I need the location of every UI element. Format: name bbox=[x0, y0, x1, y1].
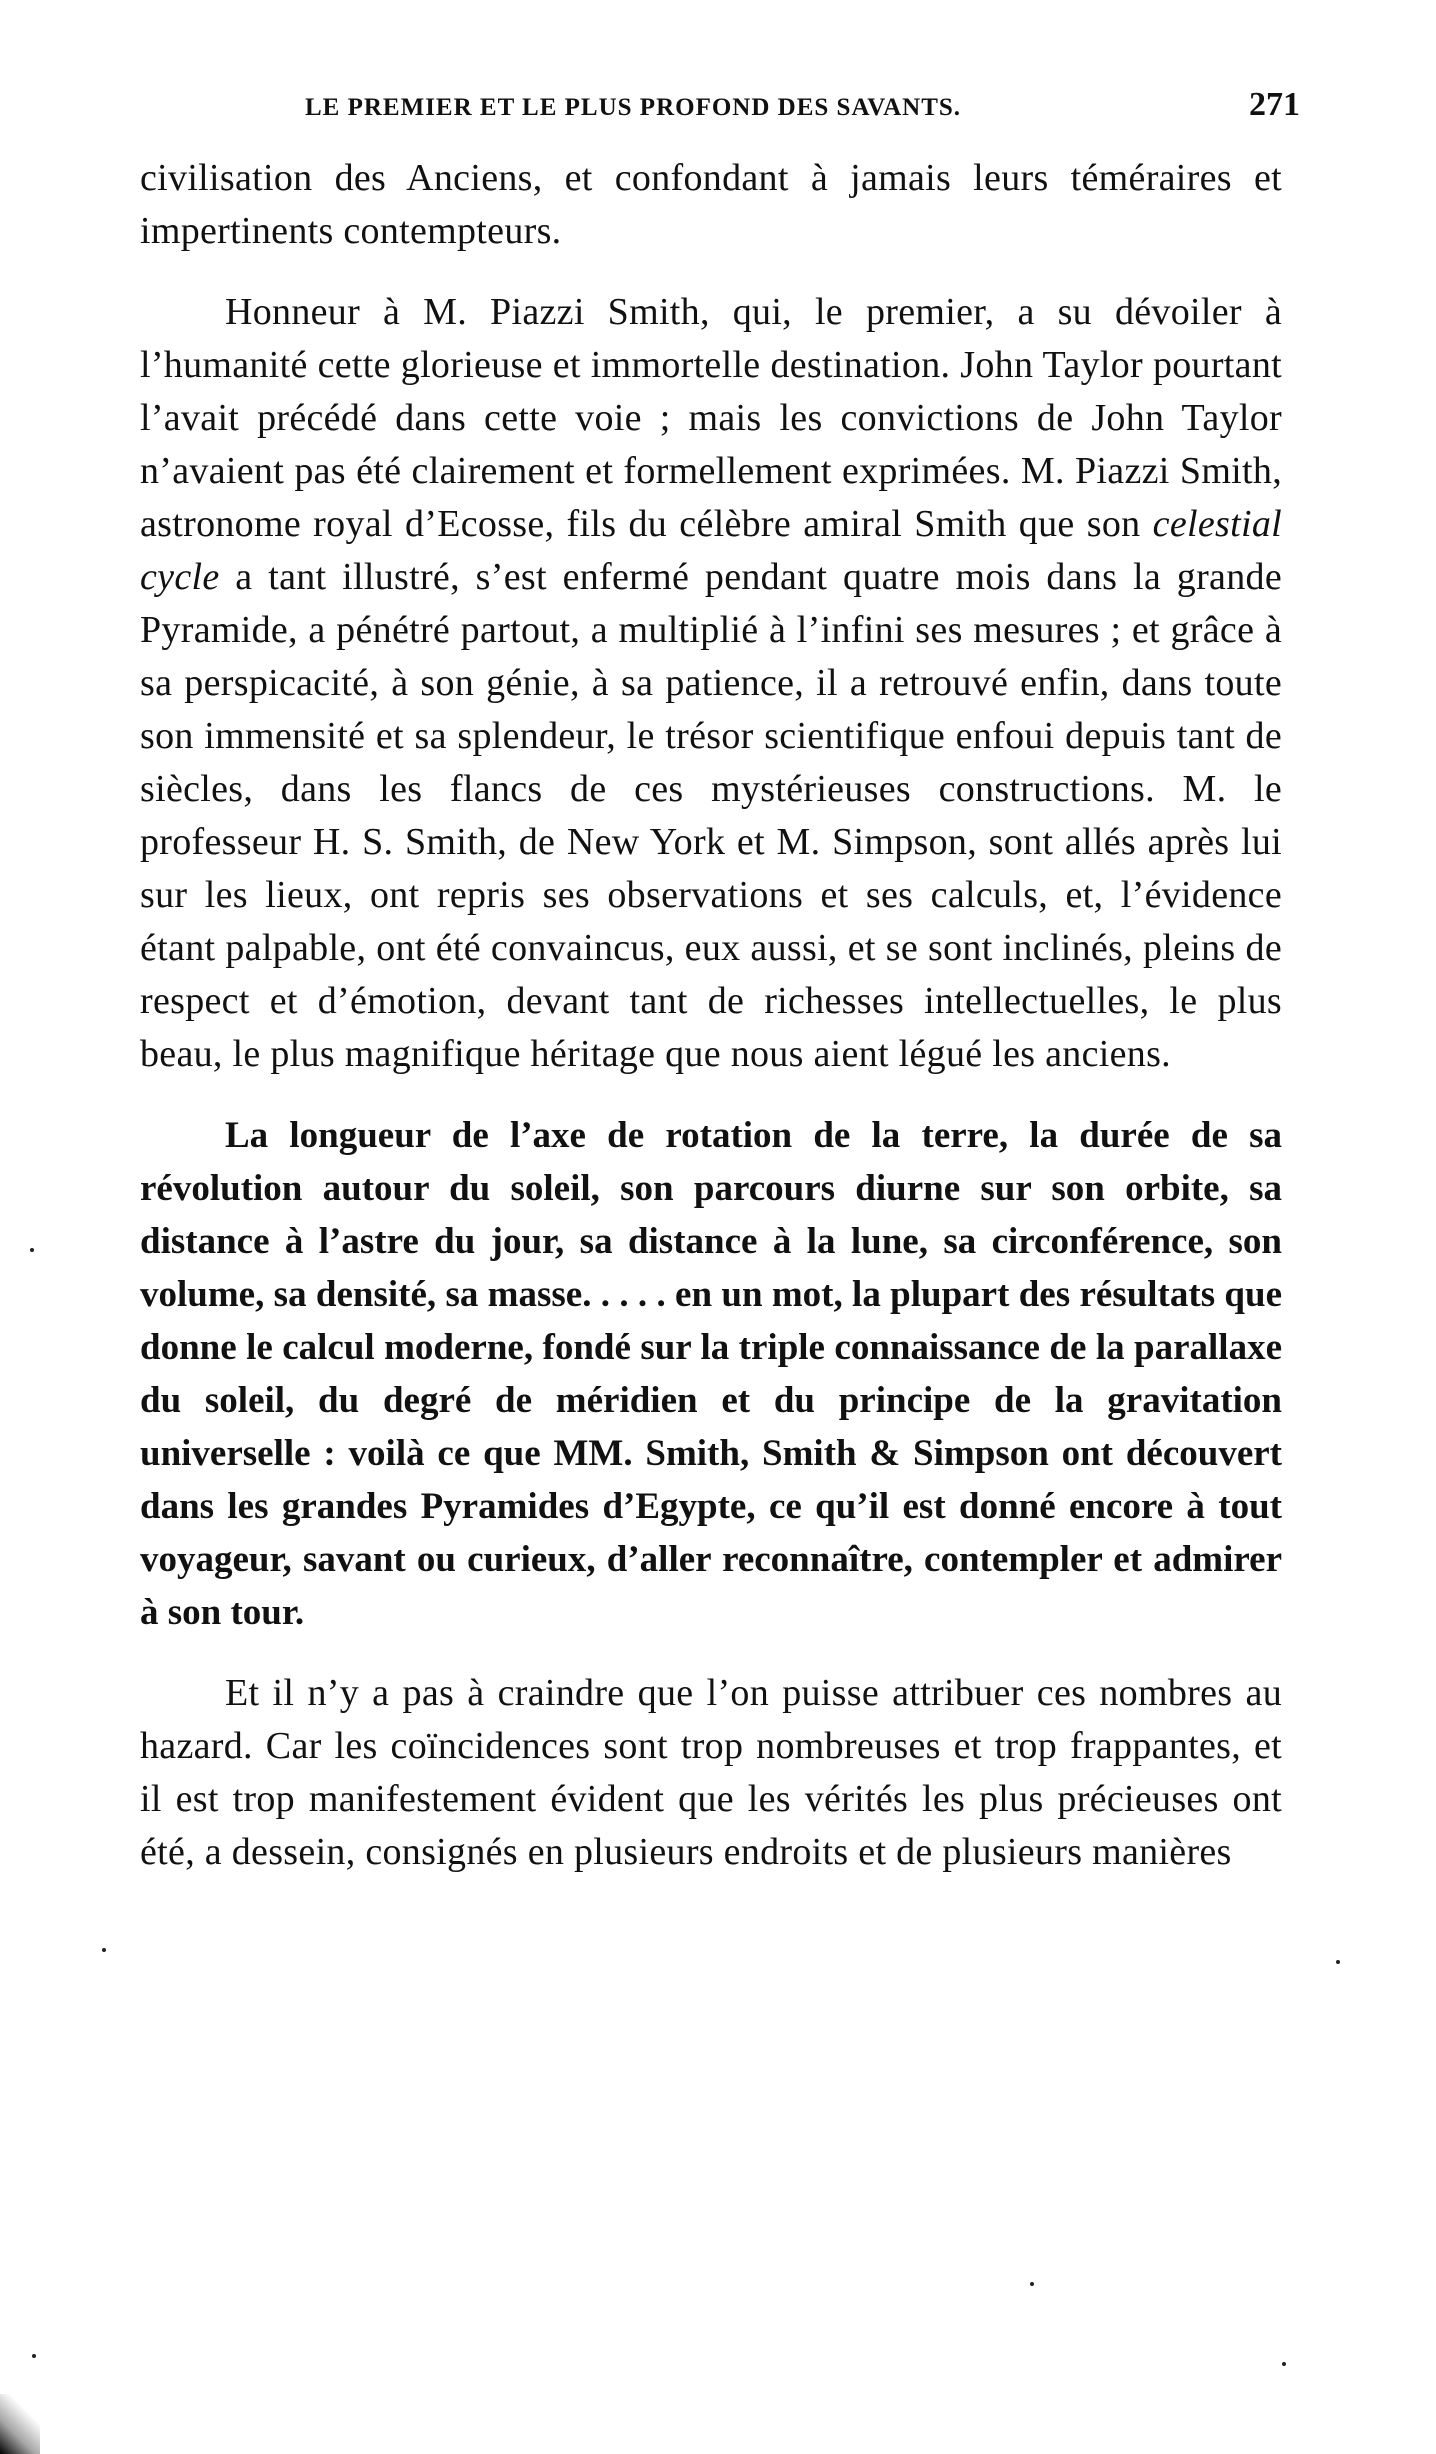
ink-speck bbox=[30, 1248, 34, 1252]
ink-speck bbox=[1030, 2282, 1034, 2286]
page-edge-shadow bbox=[0, 2394, 40, 2454]
italic-phrase-celestial-cycle: celestial cycle bbox=[140, 503, 1282, 598]
paragraph-piazzi-smith bbox=[140, 286, 1282, 1081]
running-title: LE PREMIER ET LE PLUS PROFOND DES SAVANTS. bbox=[305, 94, 962, 121]
paragraph-coincidences: Et il n’y a pas à craindre que l’on puisse attribuer ces nombres au hazard. Car les coïncidences sont trop nombreuses et trop frappantes, et il est trop manifestement évident que les vérités les plus précieuses ont été, a dessein, consignés en plusieurs endroits et de plusieurs manières bbox=[140, 1672, 1282, 1873]
paragraph-bold-results: La longueur de l’axe de rotation de la terre, la durée de sa révolution autour du soleil, son parcours diurne sur son orbite, sa distance à l’astre du jour, sa distance à la lune, sa circonférence, son volume, sa densité, sa masse. . . . . en un mot, la plupart des résultats que donne le calcul moderne, fondé sur la triple connaissance de la parallaxe du soleil, du degré de méridien et du principe de la gravitation universelle : voilà ce que MM. Smith, Smith & Simpson ont découvert dans les grandes Pyramides d’Egypte, ce qu’il est donné encore à tout voyageur, savant ou curieux, d’aller reconnaître, contempler et admirer à son tour. bbox=[140, 1115, 1282, 1633]
running-header bbox=[140, 86, 1300, 130]
ink-speck bbox=[32, 2354, 36, 2358]
paragraph-continuation: civilisation des Anciens, et confondant à jamais leurs téméraires et impertinents contempteurs. bbox=[140, 157, 1282, 252]
page-number: 271 bbox=[1249, 86, 1300, 123]
ink-speck bbox=[102, 1948, 106, 1952]
paragraph-text-after-italic: a tant illustré, s’est enfermé pendant quatre mois dans la grande Pyramide, a pénétré partout, a multiplié à l’infini ses mesures ; et grâce à sa perspicacité, à son génie, à sa patience, il a retrouvé enfin, dans toute son immensité et sa splendeur, le trésor scientifique enfoui depuis tant de siècles, dans les flancs de ces mystérieuses constructions. M. le professeur H. S. Smith, de New York et M. Simpson, sont allés après lui sur les lieux, ont repris ses observations et ses calculs, et, l’évidence étant palpable, ont été convaincus, eux aussi, et se sont inclinés, pleins de respect et d’émotion, devant tant de richesses intellectuelles, le plus beau, le plus magnifique héritage que nous aient légué les anciens. bbox=[140, 556, 1282, 1075]
ink-speck bbox=[1336, 1960, 1340, 1964]
body-text bbox=[140, 152, 1282, 1879]
ink-speck bbox=[1282, 2362, 1286, 2366]
paragraph-text-before-italic: Honneur à M. Piazzi Smith, qui, le premier, a su dévoiler à l’humanité cette glorieuse et immortelle destination. John Taylor pourtant l’avait précédé dans cette voie ; mais les convictions de John Taylor n’avaient pas été clairement et formellement exprimées. M. Piazzi Smith, astronome royal d’Ecosse, fils du célèbre amiral Smith que son bbox=[140, 291, 1282, 545]
